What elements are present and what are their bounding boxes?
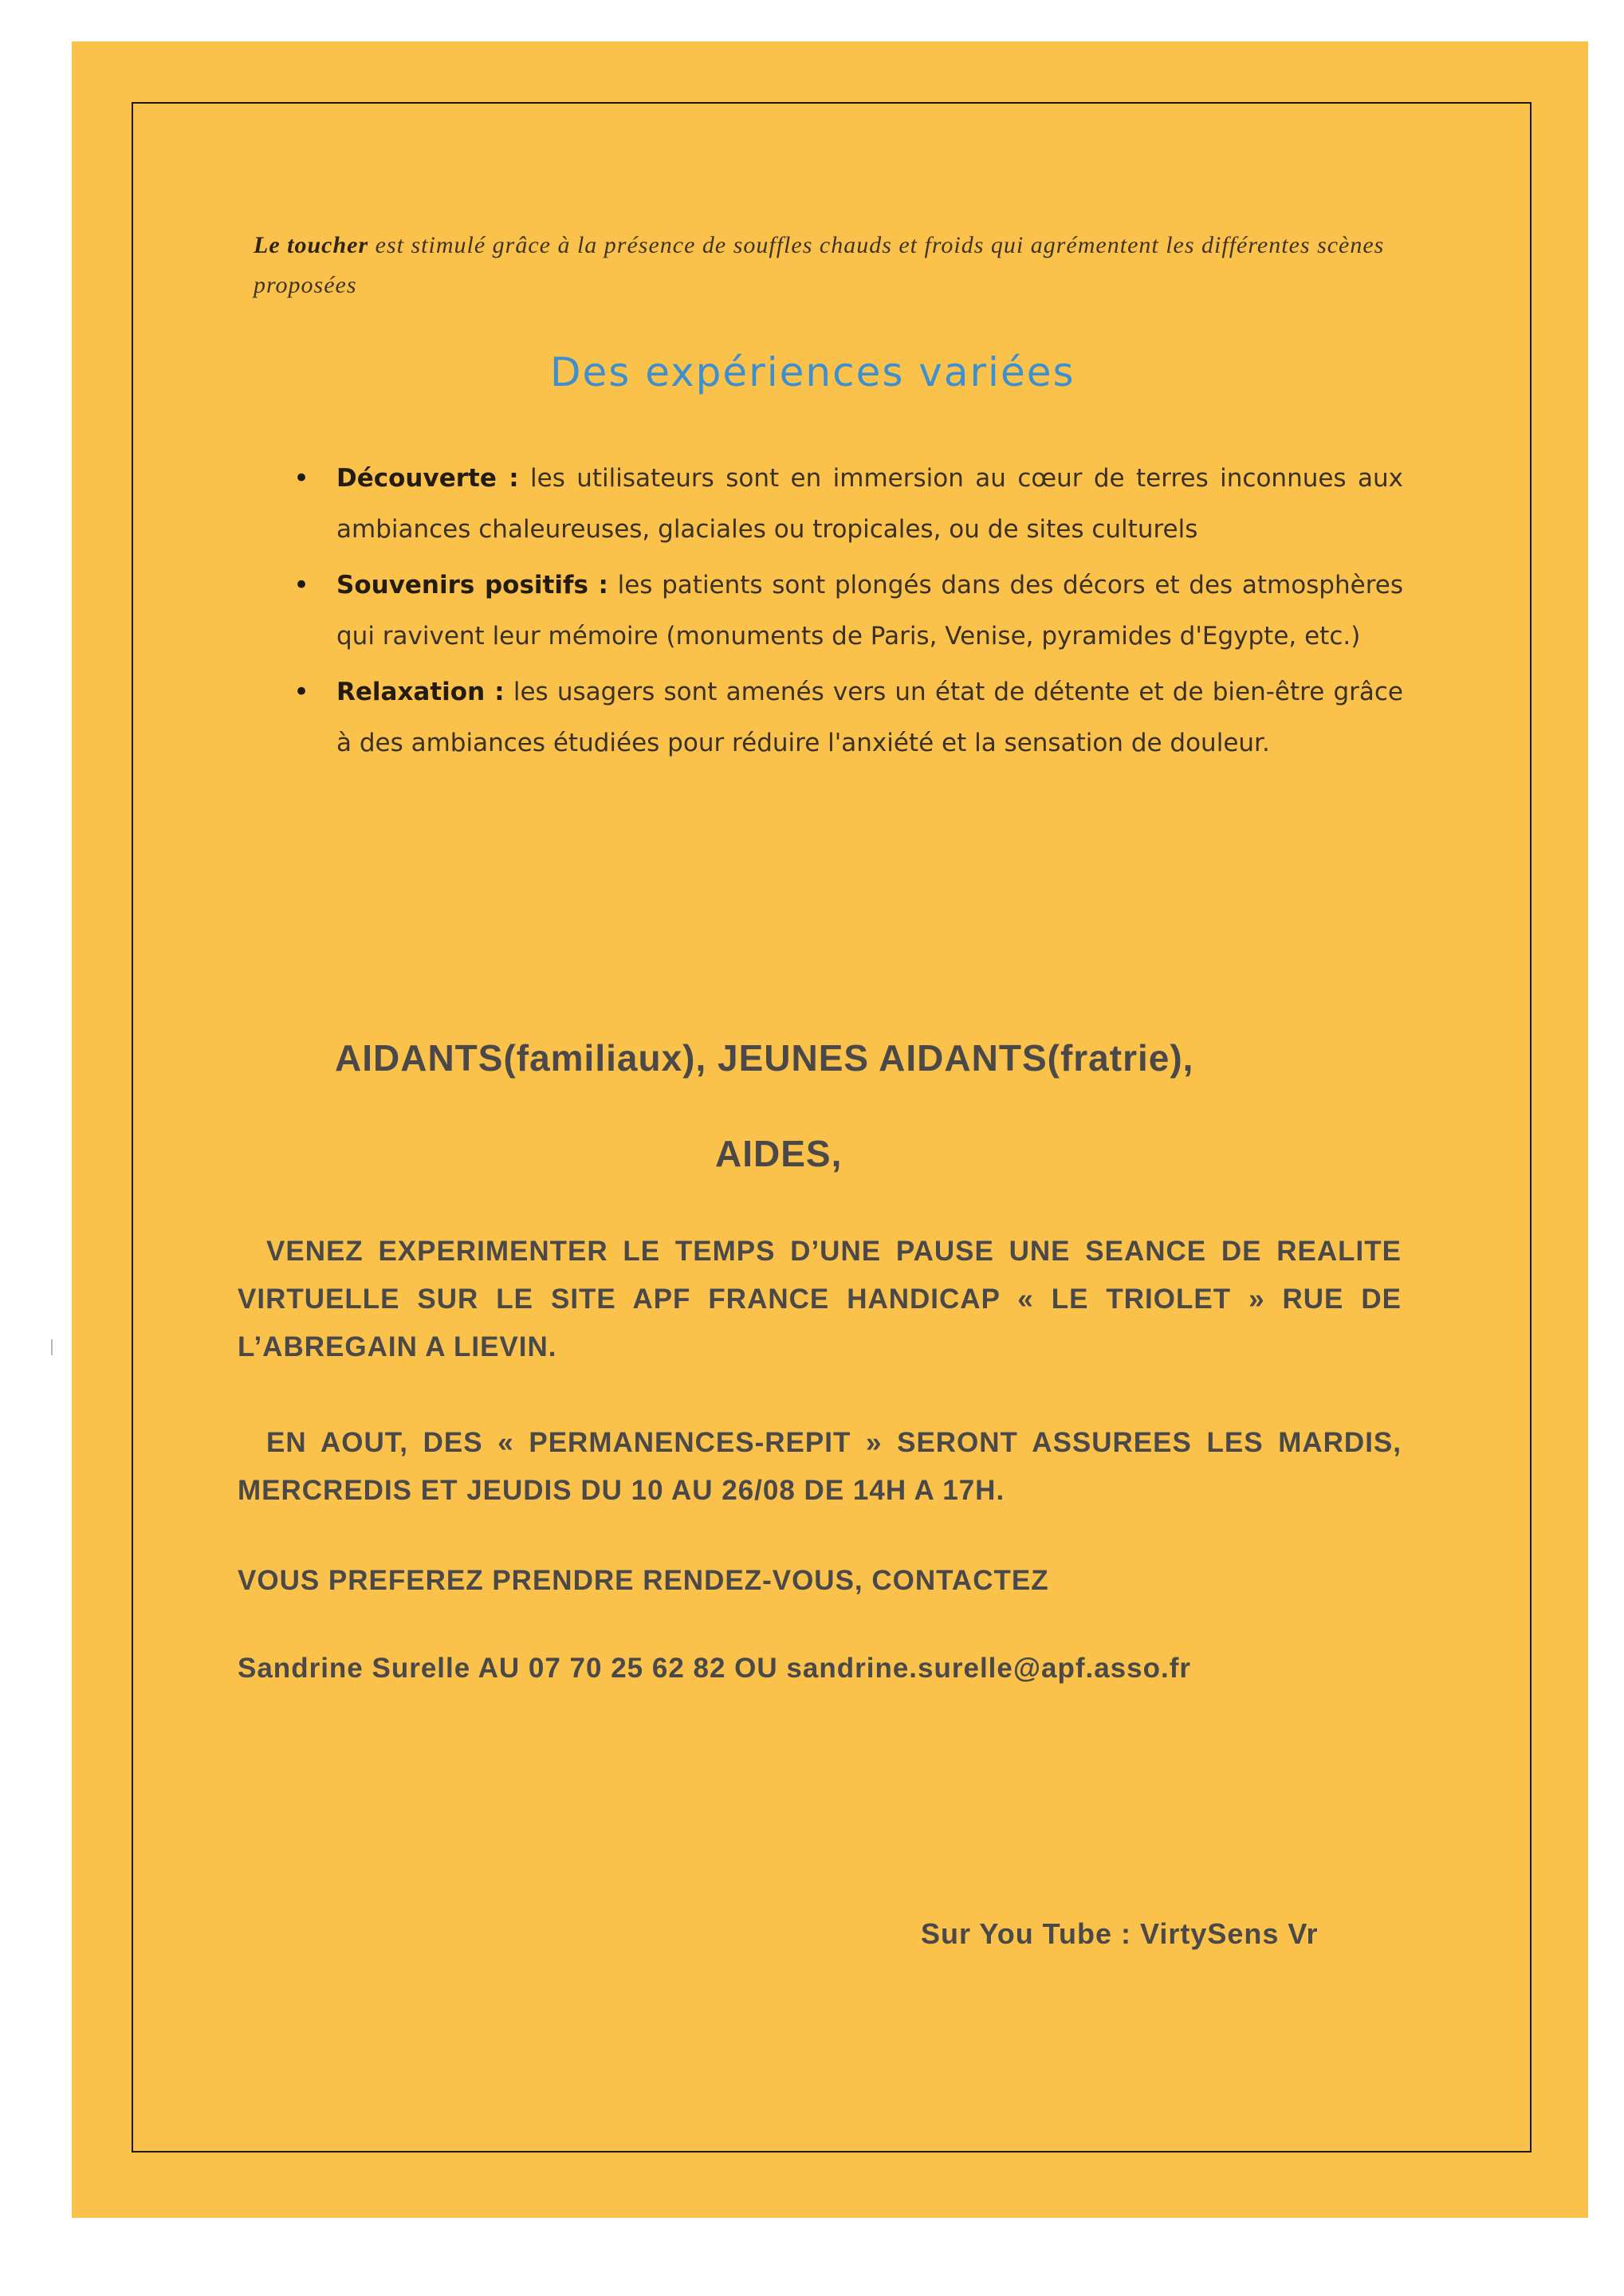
aidants-heading: AIDANTS(familiaux), JEUNES AIDANTS(fratrie),	[335, 1037, 1194, 1079]
list-item-text: les patients sont plongés dans des décors et des atmosphères qui ravivent leur mémoire (monuments de Paris, Venise, pyramides d'Egypte, etc.)	[336, 571, 1403, 651]
list-item-text: les usagers sont amenés vers un état de détente et de bien-être grâce à des ambiances étudiées pour réduire l'anxiété et la sensation de douleur.	[336, 678, 1403, 757]
list-item	[287, 453, 1403, 555]
list-item-term: Relaxation :	[336, 678, 505, 706]
aides-heading: AIDES,	[715, 1133, 843, 1174]
page-border-frame	[132, 102, 1532, 2152]
list-item	[287, 666, 1403, 769]
intro-text: est stimulé grâce à la présence de souffles chauds et froids qui agrémentent les différentes scènes proposées	[254, 232, 1385, 298]
list-item	[287, 560, 1403, 662]
section-subtitle: Des expériences variées	[550, 349, 1075, 395]
appointment-paragraph: VOUS PREFEREZ PRENDRE RENDEZ-VOUS, CONTACTEZ	[238, 1565, 1049, 1596]
bullet-icon: •	[293, 569, 310, 601]
intro-term: Le toucher	[254, 232, 369, 258]
august-paragraph: EN AOUT, DES « PERMANENCES-REPIT » SERONT ASSUREES LES MARDIS, MERCREDIS ET JEUDIS DU 10 AU 26/08 DE 14H A 17H.	[238, 1427, 1402, 1506]
list-item-term: Souvenirs positifs :	[336, 571, 608, 600]
invitation-paragraph: VENEZ EXPERIMENTER LE TEMPS D’UNE PAUSE UNE SEANCE DE REALITE VIRTUELLE SUR LE SITE APF FRANCE HANDICAP « LE TRIOLET » RUE DE L’ABREGAIN A LIEVIN.	[238, 1236, 1402, 1362]
bullet-icon: •	[293, 462, 310, 494]
scan-mark	[51, 1339, 53, 1355]
bullet-icon: •	[293, 676, 310, 708]
list-item-term: Découverte :	[336, 464, 519, 493]
touch-intro-paragraph	[254, 226, 1386, 305]
experiences-list	[287, 453, 1403, 773]
contact-paragraph: Sandrine Surelle AU 07 70 25 62 82 OU sandrine.surelle@apf.asso.fr	[238, 1653, 1191, 1684]
list-item-text: les utilisateurs sont en immersion au cœur de terres inconnues aux ambiances chaleureuses, glaciales ou tropicales, ou de sites culturels	[336, 464, 1403, 544]
youtube-reference: Sur You Tube : VirtySens Vr	[921, 1917, 1319, 1950]
